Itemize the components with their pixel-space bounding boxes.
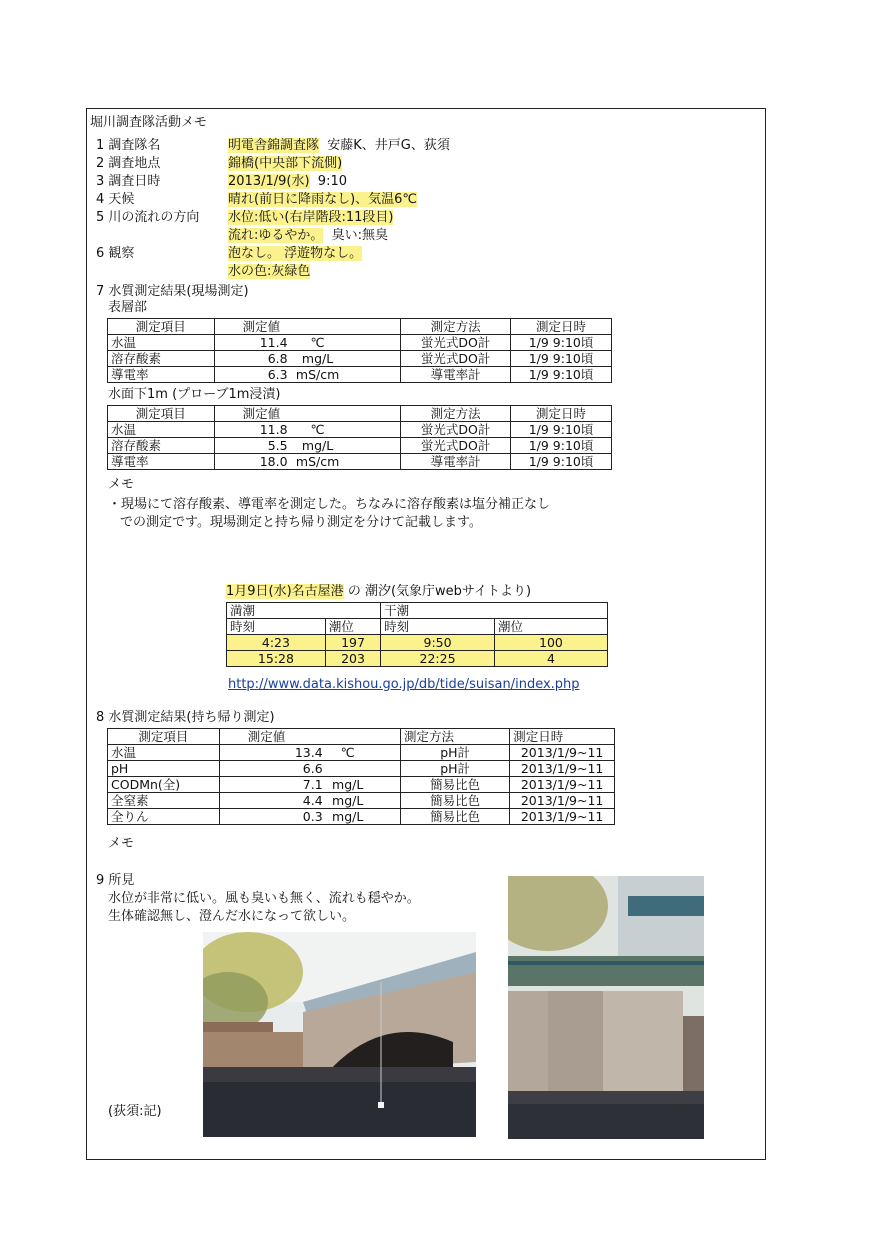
cell-value: 18.0 mS/cm [214, 454, 401, 470]
table-header-row [108, 729, 615, 745]
surface-label: 表層部 [108, 300, 148, 315]
tide-subheader-row [227, 619, 608, 635]
cell-item: 導電率 [108, 454, 215, 470]
table-row [108, 809, 615, 825]
bridge-photo [203, 932, 476, 1137]
document-title: 堀川調査隊活動メモ [90, 115, 208, 130]
cell-value: 13.4 ℃ [219, 745, 400, 761]
cell-date: 2013/1/9~11 [510, 745, 615, 761]
tide-header-row [227, 603, 608, 619]
cell-item: pH [108, 761, 220, 777]
stairs-photo [508, 876, 704, 1139]
tide-source-link[interactable]: http://www.data.kishou.go.jp/db/tide/suisan/index.php [228, 677, 580, 692]
tide-row [227, 651, 608, 667]
cell-item: 水温 [108, 335, 215, 351]
header-value: 測定値 [214, 406, 401, 422]
cell-item: 導電率 [108, 367, 215, 383]
table-header-row [108, 406, 612, 422]
section7-memo-line2: での測定です。現場測定と持ち帰り測定を分けて記載します。 [120, 515, 482, 530]
cell-item: 水温 [108, 422, 215, 438]
cell-value: 0.3 mg/L [219, 809, 400, 825]
cell-date: 2013/1/9~11 [510, 777, 615, 793]
cell-method: 導電率計 [401, 367, 511, 383]
cell-item: 全窒素 [108, 793, 220, 809]
info-value-5: 水位:低い(右岸階段:11段目) [228, 210, 394, 225]
tide-cell: 22:25 [381, 651, 495, 667]
section8-heading: 8 水質測定結果(持ち帰り測定) [96, 710, 275, 725]
depth-table [107, 405, 612, 470]
cell-date: 2013/1/9~11 [510, 793, 615, 809]
high-tide-label: 満潮 [227, 603, 381, 619]
cell-method: pH計 [401, 761, 510, 777]
info-label-1: 1 調査隊名 [96, 138, 161, 153]
low-tide-label: 干潮 [381, 603, 608, 619]
section7-memo-line1: ・現場にて溶存酸素、導電率を測定した。ちなみに溶存酸素は塩分補正なし [108, 497, 551, 512]
cell-method: 蛍光式DO計 [401, 351, 511, 367]
cell-value: 6.3 mS/cm [214, 367, 401, 383]
tide-table [226, 602, 608, 667]
lab-table [107, 728, 615, 825]
info-label-5: 5 川の流れの方向 [96, 210, 200, 225]
cell-date: 2013/1/9~11 [510, 761, 615, 777]
header-method: 測定方法 [401, 319, 511, 335]
cell-value: 4.4 mg/L [219, 793, 400, 809]
low-time-header: 時刻 [381, 619, 495, 635]
high-level-header: 潮位 [325, 619, 380, 635]
info-value-7: 泡なし。 浮遊物なし。 [228, 246, 363, 261]
section9-line1: 水位が非常に低い。風も臭いも無く、流れも穏やか。 [108, 891, 420, 906]
cell-method: 導電率計 [401, 454, 511, 470]
info-value-2: 錦橋(中央部下流側) [228, 156, 343, 171]
table-row [108, 745, 615, 761]
section9-line2: 生体確認無し、澄んだ水になって欲しい。 [108, 909, 356, 924]
cell-value: 11.4 ℃ [214, 335, 401, 351]
depth-label: 水面下1m (プローブ1m浸漬) [108, 387, 281, 402]
table-row [108, 793, 615, 809]
surface-table [107, 318, 612, 383]
table-row [108, 777, 615, 793]
high-time-header: 時刻 [227, 619, 326, 635]
cell-item: 溶存酸素 [108, 438, 215, 454]
header-method: 測定方法 [401, 406, 511, 422]
tide-cell: 15:28 [227, 651, 326, 667]
section8-memo-label: メモ [108, 836, 135, 851]
table-row [108, 422, 612, 438]
cell-value: 6.8 mg/L [214, 351, 401, 367]
cell-item: 溶存酸素 [108, 351, 215, 367]
cell-date: 1/9 9:10頃 [511, 335, 612, 351]
cell-date: 1/9 9:10頃 [511, 438, 612, 454]
section7-memo-label: メモ [108, 477, 135, 492]
info-label-2: 2 調査地点 [96, 156, 161, 171]
cell-item: 全りん [108, 809, 220, 825]
signature: (荻須:記) [108, 1104, 162, 1119]
tide-cell: 203 [325, 651, 380, 667]
header-item: 測定項目 [108, 319, 215, 335]
header-item: 測定項目 [108, 729, 220, 745]
low-level-header: 潮位 [494, 619, 607, 635]
cell-method: 蛍光式DO計 [401, 335, 511, 351]
cell-date: 2013/1/9~11 [510, 809, 615, 825]
cell-method: 簡易比色 [401, 809, 510, 825]
cell-date: 1/9 9:10頃 [511, 454, 612, 470]
tide-cell: 4 [494, 651, 607, 667]
table-row [108, 761, 615, 777]
table-row [108, 438, 612, 454]
cell-date: 1/9 9:10頃 [511, 367, 612, 383]
tide-cell: 4:23 [227, 635, 326, 651]
tide-cell: 197 [325, 635, 380, 651]
cell-method: 蛍光式DO計 [401, 438, 511, 454]
table-header-row [108, 319, 612, 335]
section9-heading: 9 所見 [96, 873, 135, 888]
tide-row [227, 635, 608, 651]
cell-item: CODMn(全) [108, 777, 220, 793]
cell-item: 水温 [108, 745, 220, 761]
header-value: 測定値 [214, 319, 401, 335]
cell-method: 簡易比色 [401, 793, 510, 809]
tide-cell: 100 [494, 635, 607, 651]
table-row [108, 351, 612, 367]
cell-date: 1/9 9:10頃 [511, 422, 612, 438]
header-date: 測定日時 [511, 319, 612, 335]
cell-value: 6.6 [219, 761, 400, 777]
section7-heading: 7 水質測定結果(現場測定) [96, 284, 249, 299]
table-row [108, 335, 612, 351]
tide-cell: 9:50 [381, 635, 495, 651]
info-value-1: 明電舎錦調査隊 安藤K、井戸G、荻須 [228, 138, 450, 153]
header-method: 測定方法 [401, 729, 510, 745]
info-value-8: 水の色:灰緑色 [228, 264, 311, 279]
header-date: 測定日時 [510, 729, 615, 745]
table-row [108, 454, 612, 470]
header-date: 測定日時 [511, 406, 612, 422]
header-item: 測定項目 [108, 406, 215, 422]
info-value-3: 2013/1/9(水) 9:10 [228, 174, 347, 189]
header-value: 測定値 [219, 729, 400, 745]
info-label-7: 6 観察 [96, 246, 135, 261]
tide-title: 1月9日(水)名古屋港 の 潮汐(気象庁webサイトより) [226, 584, 532, 599]
info-label-4: 4 天候 [96, 192, 135, 207]
table-row [108, 367, 612, 383]
cell-value: 5.5 mg/L [214, 438, 401, 454]
cell-method: 蛍光式DO計 [401, 422, 511, 438]
info-value-6: 流れ:ゆるやか。 臭い:無臭 [228, 228, 389, 243]
cell-date: 1/9 9:10頃 [511, 351, 612, 367]
cell-value: 11.8 ℃ [214, 422, 401, 438]
info-value-4: 晴れ(前日に降雨なし)、気温6℃ [228, 192, 418, 207]
cell-value: 7.1 mg/L [219, 777, 400, 793]
cell-method: 簡易比色 [401, 777, 510, 793]
info-label-3: 3 調査日時 [96, 174, 161, 189]
cell-method: pH計 [401, 745, 510, 761]
